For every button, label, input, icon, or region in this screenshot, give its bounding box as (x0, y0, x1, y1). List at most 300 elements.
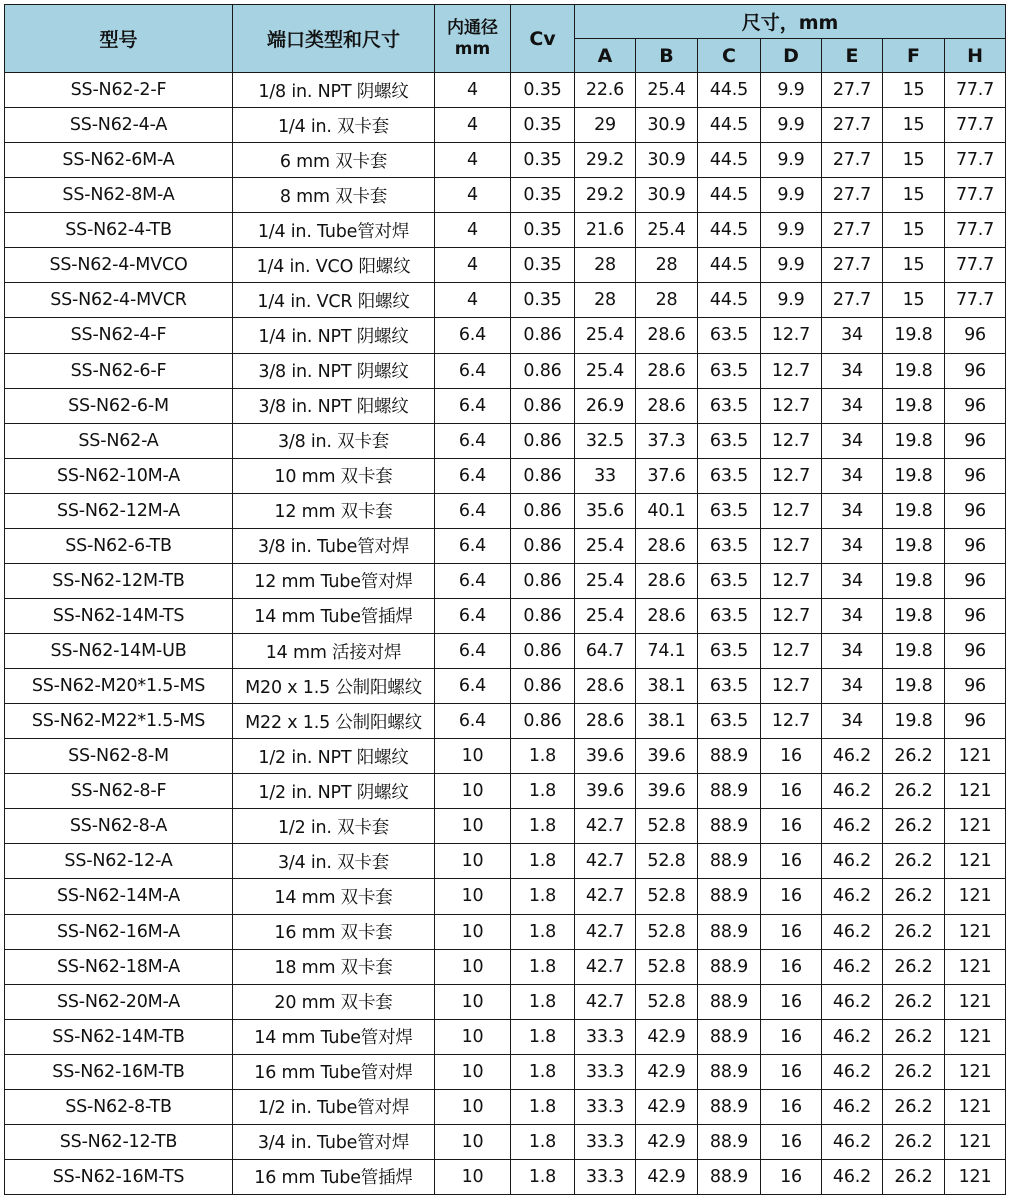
dim-e-cell: 27.7 (822, 248, 883, 283)
port-cell: 1/4 in. VCR 阳螺纹 (233, 283, 435, 318)
table-row (5, 669, 1006, 704)
port-cell: 1/2 in. 双卡套 (233, 809, 435, 844)
dim-h-cell: 96 (945, 493, 1006, 528)
cv-cell: 1.8 (511, 1019, 575, 1054)
dim-b-cell: 28.6 (636, 388, 698, 423)
model-cell: SS-N62-16M-TB (5, 1054, 233, 1089)
dim-e-cell: 46.2 (822, 984, 883, 1019)
header-port: 端口类型和尺寸 (233, 5, 435, 73)
bore-cell: 6.4 (435, 563, 511, 598)
port-cell: 8 mm 双卡套 (233, 178, 435, 213)
cv-cell: 0.86 (511, 669, 575, 704)
dim-f-cell: 26.2 (883, 1054, 945, 1089)
bore-cell: 4 (435, 108, 511, 143)
dim-b-cell: 52.8 (636, 984, 698, 1019)
dim-e-cell: 34 (822, 563, 883, 598)
cv-cell: 1.8 (511, 949, 575, 984)
dim-e-cell: 34 (822, 704, 883, 739)
dim-h-cell: 96 (945, 388, 1006, 423)
cv-cell: 1.8 (511, 774, 575, 809)
dim-a-cell: 25.4 (575, 353, 636, 388)
model-cell: SS-N62-M20*1.5-MS (5, 669, 233, 704)
cv-cell: 0.86 (511, 388, 575, 423)
dim-d-cell: 12.7 (761, 353, 822, 388)
dim-f-cell: 26.2 (883, 739, 945, 774)
dim-f-cell: 19.8 (883, 493, 945, 528)
port-cell: 3/8 in. NPT 阳螺纹 (233, 388, 435, 423)
dim-a-cell: 33.3 (575, 1159, 636, 1194)
dim-f-cell: 19.8 (883, 423, 945, 458)
dim-c-cell: 88.9 (698, 1089, 761, 1124)
dim-f-cell: 15 (883, 108, 945, 143)
dim-e-cell: 46.2 (822, 739, 883, 774)
model-cell: SS-N62-4-MVCO (5, 248, 233, 283)
bore-cell: 10 (435, 809, 511, 844)
dim-c-cell: 88.9 (698, 984, 761, 1019)
dim-e-cell: 46.2 (822, 774, 883, 809)
dim-d-cell: 16 (761, 984, 822, 1019)
model-cell: SS-N62-12-TB (5, 1124, 233, 1159)
port-cell: 3/4 in. Tube管对焊 (233, 1124, 435, 1159)
dim-f-cell: 26.2 (883, 914, 945, 949)
dim-f-cell: 26.2 (883, 1124, 945, 1159)
dim-h-cell: 121 (945, 809, 1006, 844)
dim-b-cell: 39.6 (636, 739, 698, 774)
dim-a-cell: 42.7 (575, 949, 636, 984)
dim-a-cell: 28 (575, 283, 636, 318)
dim-c-cell: 88.9 (698, 1124, 761, 1159)
cv-cell: 0.35 (511, 178, 575, 213)
dim-a-cell: 29.2 (575, 143, 636, 178)
bore-cell: 10 (435, 1124, 511, 1159)
dim-d-cell: 16 (761, 879, 822, 914)
table-row (5, 1159, 1006, 1194)
model-cell: SS-N62-8-A (5, 809, 233, 844)
dim-e-cell: 46.2 (822, 1159, 883, 1194)
dim-c-cell: 88.9 (698, 879, 761, 914)
port-cell: 16 mm Tube管对焊 (233, 1054, 435, 1089)
dim-b-cell: 40.1 (636, 493, 698, 528)
table-row (5, 388, 1006, 423)
table-row (5, 423, 1006, 458)
dim-a-cell: 22.6 (575, 73, 636, 108)
bore-cell: 6.4 (435, 598, 511, 633)
dim-e-cell: 27.7 (822, 108, 883, 143)
port-cell: 14 mm Tube管插焊 (233, 598, 435, 633)
bore-cell: 6.4 (435, 423, 511, 458)
bore-cell: 10 (435, 844, 511, 879)
dim-f-cell: 26.2 (883, 1019, 945, 1054)
table-row (5, 528, 1006, 563)
dim-e-cell: 46.2 (822, 809, 883, 844)
dim-c-cell: 88.9 (698, 914, 761, 949)
dim-e-cell: 46.2 (822, 1019, 883, 1054)
bore-cell: 10 (435, 739, 511, 774)
dim-c-cell: 44.5 (698, 213, 761, 248)
bore-cell: 10 (435, 949, 511, 984)
dim-c-cell: 63.5 (698, 353, 761, 388)
header-cv: Cv (511, 5, 575, 73)
table-row (5, 1124, 1006, 1159)
dim-a-cell: 25.4 (575, 563, 636, 598)
table-row (5, 949, 1006, 984)
table-row (5, 1054, 1006, 1089)
dim-d-cell: 9.9 (761, 178, 822, 213)
dim-c-cell: 44.5 (698, 283, 761, 318)
port-cell: 3/8 in. 双卡套 (233, 423, 435, 458)
table-row (5, 213, 1006, 248)
dim-b-cell: 42.9 (636, 1159, 698, 1194)
model-cell: SS-N62-8-TB (5, 1089, 233, 1124)
model-cell: SS-N62-16M-TS (5, 1159, 233, 1194)
model-cell: SS-N62-8-M (5, 739, 233, 774)
dim-h-cell: 96 (945, 563, 1006, 598)
bore-cell: 10 (435, 1054, 511, 1089)
dim-d-cell: 16 (761, 844, 822, 879)
dim-a-cell: 28.6 (575, 669, 636, 704)
model-cell: SS-N62-4-F (5, 318, 233, 353)
bore-cell: 6.4 (435, 318, 511, 353)
cv-cell: 0.86 (511, 634, 575, 669)
bore-cell: 10 (435, 879, 511, 914)
dim-a-cell: 33.3 (575, 1019, 636, 1054)
dim-a-cell: 33.3 (575, 1124, 636, 1159)
dim-b-cell: 28.6 (636, 353, 698, 388)
dim-e-cell: 34 (822, 528, 883, 563)
dim-d-cell: 12.7 (761, 563, 822, 598)
model-cell: SS-N62-6-F (5, 353, 233, 388)
dim-f-cell: 15 (883, 73, 945, 108)
dim-e-cell: 34 (822, 318, 883, 353)
dim-e-cell: 46.2 (822, 1124, 883, 1159)
dim-h-cell: 121 (945, 739, 1006, 774)
dim-f-cell: 19.8 (883, 353, 945, 388)
dim-d-cell: 9.9 (761, 283, 822, 318)
dim-h-cell: 77.7 (945, 283, 1006, 318)
model-cell: SS-N62-14M-UB (5, 634, 233, 669)
dim-d-cell: 12.7 (761, 493, 822, 528)
dim-d-cell: 16 (761, 914, 822, 949)
cv-cell: 1.8 (511, 844, 575, 879)
dim-d-cell: 9.9 (761, 143, 822, 178)
cv-cell: 0.86 (511, 528, 575, 563)
dim-h-cell: 121 (945, 914, 1006, 949)
dim-b-cell: 25.4 (636, 213, 698, 248)
dim-d-cell: 9.9 (761, 213, 822, 248)
table-row (5, 844, 1006, 879)
dim-a-cell: 42.7 (575, 844, 636, 879)
table-row (5, 143, 1006, 178)
dim-h-cell: 77.7 (945, 73, 1006, 108)
dim-a-cell: 29.2 (575, 178, 636, 213)
port-cell: 16 mm Tube管插焊 (233, 1159, 435, 1194)
dim-a-cell: 42.7 (575, 914, 636, 949)
dim-f-cell: 26.2 (883, 1159, 945, 1194)
dim-b-cell: 37.3 (636, 423, 698, 458)
dim-f-cell: 19.8 (883, 598, 945, 633)
table-row (5, 283, 1006, 318)
table-row (5, 704, 1006, 739)
table-header (5, 5, 1006, 73)
dim-b-cell: 30.9 (636, 178, 698, 213)
dim-f-cell: 26.2 (883, 774, 945, 809)
dim-d-cell: 16 (761, 739, 822, 774)
dim-c-cell: 63.5 (698, 598, 761, 633)
dim-f-cell: 19.8 (883, 563, 945, 598)
dim-h-cell: 121 (945, 984, 1006, 1019)
dim-b-cell: 38.1 (636, 704, 698, 739)
bore-cell: 10 (435, 1089, 511, 1124)
model-cell: SS-N62-12M-A (5, 493, 233, 528)
dim-d-cell: 12.7 (761, 318, 822, 353)
bore-cell: 10 (435, 984, 511, 1019)
dim-h-cell: 96 (945, 704, 1006, 739)
header-dim-a: A (575, 39, 636, 73)
dim-h-cell: 121 (945, 879, 1006, 914)
port-cell: 1/8 in. NPT 阴螺纹 (233, 73, 435, 108)
dim-e-cell: 27.7 (822, 143, 883, 178)
table-row (5, 178, 1006, 213)
table-row (5, 458, 1006, 493)
cv-cell: 1.8 (511, 1159, 575, 1194)
port-cell: 1/2 in. NPT 阴螺纹 (233, 774, 435, 809)
dim-f-cell: 26.2 (883, 984, 945, 1019)
dim-f-cell: 19.8 (883, 458, 945, 493)
dim-a-cell: 35.6 (575, 493, 636, 528)
header-dim-e: E (822, 39, 883, 73)
port-cell: 1/2 in. Tube管对焊 (233, 1089, 435, 1124)
dim-c-cell: 63.5 (698, 458, 761, 493)
dim-b-cell: 37.6 (636, 458, 698, 493)
port-cell: M20 x 1.5 公制阳螺纹 (233, 669, 435, 704)
model-cell: SS-N62-18M-A (5, 949, 233, 984)
port-cell: 16 mm 双卡套 (233, 914, 435, 949)
model-cell: SS-N62-8-F (5, 774, 233, 809)
cv-cell: 1.8 (511, 984, 575, 1019)
dim-h-cell: 96 (945, 458, 1006, 493)
model-cell: SS-N62-4-MVCR (5, 283, 233, 318)
header-dim-h: H (945, 39, 1006, 73)
dim-a-cell: 64.7 (575, 634, 636, 669)
cv-cell: 0.86 (511, 563, 575, 598)
bore-cell: 6.4 (435, 669, 511, 704)
model-cell: SS-N62-8M-A (5, 178, 233, 213)
dim-f-cell: 19.8 (883, 388, 945, 423)
port-cell: 1/4 in. 双卡套 (233, 108, 435, 143)
dim-h-cell: 77.7 (945, 213, 1006, 248)
dim-d-cell: 12.7 (761, 669, 822, 704)
bore-cell: 6.4 (435, 458, 511, 493)
dim-a-cell: 25.4 (575, 318, 636, 353)
dim-c-cell: 44.5 (698, 143, 761, 178)
table-row (5, 73, 1006, 108)
dim-f-cell: 15 (883, 178, 945, 213)
table-row (5, 248, 1006, 283)
dim-a-cell: 39.6 (575, 774, 636, 809)
table-row (5, 634, 1006, 669)
spec-table (4, 4, 1006, 1195)
dim-b-cell: 52.8 (636, 949, 698, 984)
header-model: 型号 (5, 5, 233, 73)
dim-a-cell: 32.5 (575, 423, 636, 458)
port-cell: 1/4 in. NPT 阴螺纹 (233, 318, 435, 353)
dim-a-cell: 33.3 (575, 1054, 636, 1089)
dim-c-cell: 88.9 (698, 1019, 761, 1054)
cv-cell: 1.8 (511, 914, 575, 949)
bore-cell: 4 (435, 248, 511, 283)
dim-h-cell: 121 (945, 1124, 1006, 1159)
dim-b-cell: 30.9 (636, 143, 698, 178)
dim-e-cell: 27.7 (822, 283, 883, 318)
dim-h-cell: 77.7 (945, 108, 1006, 143)
cv-cell: 1.8 (511, 809, 575, 844)
dim-f-cell: 15 (883, 213, 945, 248)
dim-f-cell: 15 (883, 248, 945, 283)
dim-d-cell: 16 (761, 949, 822, 984)
dim-e-cell: 34 (822, 458, 883, 493)
header-dim-b: B (636, 39, 698, 73)
port-cell: 1/4 in. Tube管对焊 (233, 213, 435, 248)
dim-a-cell: 28.6 (575, 704, 636, 739)
dim-b-cell: 52.8 (636, 879, 698, 914)
cv-cell: 0.35 (511, 283, 575, 318)
dim-d-cell: 9.9 (761, 73, 822, 108)
port-cell: 3/4 in. 双卡套 (233, 844, 435, 879)
dim-e-cell: 34 (822, 598, 883, 633)
bore-cell: 10 (435, 774, 511, 809)
dim-h-cell: 121 (945, 1019, 1006, 1054)
dim-c-cell: 63.5 (698, 669, 761, 704)
dim-b-cell: 25.4 (636, 73, 698, 108)
dim-h-cell: 121 (945, 1159, 1006, 1194)
bore-cell: 10 (435, 914, 511, 949)
port-cell: 12 mm 双卡套 (233, 493, 435, 528)
dim-d-cell: 12.7 (761, 423, 822, 458)
dim-c-cell: 88.9 (698, 1054, 761, 1089)
dim-e-cell: 46.2 (822, 879, 883, 914)
dim-d-cell: 16 (761, 1089, 822, 1124)
port-cell: 20 mm 双卡套 (233, 984, 435, 1019)
table-row (5, 598, 1006, 633)
model-cell: SS-N62-14M-A (5, 879, 233, 914)
table-row (5, 1089, 1006, 1124)
cv-cell: 0.35 (511, 143, 575, 178)
bore-cell: 10 (435, 1019, 511, 1054)
dim-e-cell: 27.7 (822, 73, 883, 108)
model-cell: SS-N62-2-F (5, 73, 233, 108)
dim-d-cell: 9.9 (761, 108, 822, 143)
dim-e-cell: 27.7 (822, 213, 883, 248)
dim-f-cell: 15 (883, 283, 945, 318)
dim-a-cell: 25.4 (575, 528, 636, 563)
dim-a-cell: 42.7 (575, 879, 636, 914)
dim-d-cell: 12.7 (761, 388, 822, 423)
model-cell: SS-N62-14M-TS (5, 598, 233, 633)
table-row (5, 353, 1006, 388)
dim-c-cell: 63.5 (698, 493, 761, 528)
dim-a-cell: 25.4 (575, 598, 636, 633)
table-row (5, 809, 1006, 844)
dim-d-cell: 12.7 (761, 528, 822, 563)
dim-c-cell: 88.9 (698, 809, 761, 844)
bore-cell: 4 (435, 143, 511, 178)
dim-b-cell: 52.8 (636, 809, 698, 844)
table-row (5, 108, 1006, 143)
dim-b-cell: 42.9 (636, 1089, 698, 1124)
port-cell: 3/8 in. NPT 阴螺纹 (233, 353, 435, 388)
table-row (5, 1019, 1006, 1054)
dim-a-cell: 42.7 (575, 984, 636, 1019)
dim-b-cell: 28.6 (636, 318, 698, 353)
dim-e-cell: 46.2 (822, 949, 883, 984)
dim-d-cell: 16 (761, 1054, 822, 1089)
dim-c-cell: 63.5 (698, 563, 761, 598)
dim-f-cell: 15 (883, 143, 945, 178)
dim-b-cell: 52.8 (636, 914, 698, 949)
dim-a-cell: 42.7 (575, 809, 636, 844)
bore-cell: 4 (435, 213, 511, 248)
bore-cell: 6.4 (435, 353, 511, 388)
dim-a-cell: 33.3 (575, 1089, 636, 1124)
header-dim-f: F (883, 39, 945, 73)
model-cell: SS-N62-6-M (5, 388, 233, 423)
dim-f-cell: 19.8 (883, 704, 945, 739)
dim-b-cell: 42.9 (636, 1054, 698, 1089)
dim-a-cell: 39.6 (575, 739, 636, 774)
cv-cell: 1.8 (511, 1089, 575, 1124)
dim-h-cell: 121 (945, 1054, 1006, 1089)
dim-h-cell: 96 (945, 353, 1006, 388)
cv-cell: 0.35 (511, 108, 575, 143)
dim-h-cell: 121 (945, 774, 1006, 809)
port-cell: 18 mm 双卡套 (233, 949, 435, 984)
dim-d-cell: 16 (761, 1159, 822, 1194)
table-row (5, 879, 1006, 914)
cv-cell: 0.86 (511, 423, 575, 458)
bore-cell: 6.4 (435, 634, 511, 669)
dim-c-cell: 44.5 (698, 108, 761, 143)
dim-h-cell: 96 (945, 669, 1006, 704)
dim-c-cell: 63.5 (698, 423, 761, 458)
dim-h-cell: 96 (945, 528, 1006, 563)
port-cell: 10 mm 双卡套 (233, 458, 435, 493)
port-cell: 6 mm 双卡套 (233, 143, 435, 178)
dim-c-cell: 63.5 (698, 704, 761, 739)
dim-h-cell: 96 (945, 634, 1006, 669)
model-cell: SS-N62-A (5, 423, 233, 458)
cv-cell: 0.86 (511, 318, 575, 353)
model-cell: SS-N62-14M-TB (5, 1019, 233, 1054)
table-row (5, 984, 1006, 1019)
dim-c-cell: 88.9 (698, 844, 761, 879)
model-cell: SS-N62-6M-A (5, 143, 233, 178)
port-cell: 1/4 in. VCO 阳螺纹 (233, 248, 435, 283)
dim-f-cell: 26.2 (883, 879, 945, 914)
dim-d-cell: 16 (761, 1124, 822, 1159)
model-cell: SS-N62-10M-A (5, 458, 233, 493)
dim-c-cell: 63.5 (698, 634, 761, 669)
dim-b-cell: 39.6 (636, 774, 698, 809)
dim-b-cell: 74.1 (636, 634, 698, 669)
dim-c-cell: 88.9 (698, 739, 761, 774)
dim-b-cell: 28 (636, 283, 698, 318)
bore-cell: 6.4 (435, 528, 511, 563)
dim-c-cell: 88.9 (698, 774, 761, 809)
dim-f-cell: 26.2 (883, 949, 945, 984)
dim-h-cell: 121 (945, 949, 1006, 984)
dim-f-cell: 19.8 (883, 669, 945, 704)
cv-cell: 1.8 (511, 1054, 575, 1089)
